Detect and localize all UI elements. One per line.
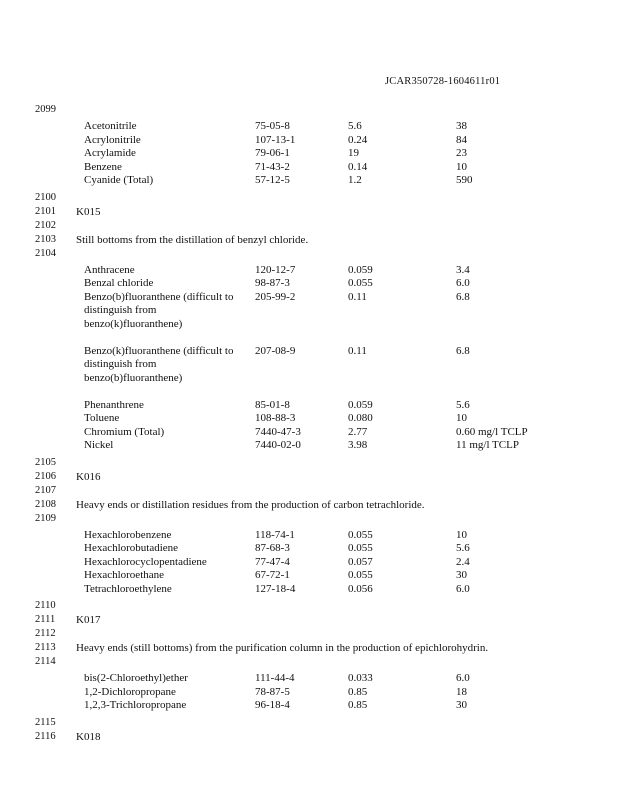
- cas-number: 96-18-4: [255, 699, 290, 711]
- line-number: 2111: [35, 614, 56, 625]
- cas-number: 78-87-5: [255, 685, 290, 698]
- line-number: 2104: [35, 247, 56, 259]
- document-line: [0, 613, 621, 627]
- nonwastewater-standard: 84: [456, 133, 467, 146]
- line-text: Heavy ends (still bottoms) from the purification column in the production of epichlorohydrin.: [76, 642, 489, 654]
- document-line: [0, 730, 621, 744]
- constituent-name: bis(2-Chloroethyl)ether: [84, 672, 188, 684]
- constituent-table: [0, 669, 621, 716]
- table-row: [0, 264, 621, 278]
- line-number: 2110: [35, 600, 56, 611]
- table-row: [0, 439, 621, 453]
- nonwastewater-standard: 30: [456, 699, 467, 711]
- table-row: [0, 399, 621, 413]
- nonwastewater-standard: 5.6: [456, 542, 470, 554]
- constituent-name: 1,2-Dichloropropane: [84, 685, 176, 698]
- document-body: [0, 103, 621, 744]
- nonwastewater-standard: 3.4: [456, 263, 470, 276]
- nonwastewater-standard: 10: [456, 412, 467, 424]
- line-number: 2100: [35, 191, 56, 203]
- document-line: [0, 191, 621, 205]
- constituent-name: 1,2,3-Trichloropropane: [84, 699, 187, 711]
- constituent-name: Benzene: [84, 160, 122, 173]
- cas-number: 120-12-7: [255, 263, 296, 276]
- line-number: 2105: [35, 456, 56, 468]
- nonwastewater-standard: 10: [456, 528, 467, 541]
- document-line: [0, 219, 621, 233]
- nonwastewater-standard: 0.60 mg/l TCLP: [456, 425, 528, 438]
- wastewater-standard: 0.14: [348, 160, 368, 173]
- constituent-name: Chromium (Total): [84, 425, 165, 438]
- constituent-table: [0, 117, 621, 191]
- line-number: 2101: [35, 205, 56, 217]
- cas-number: 79-06-1: [255, 147, 290, 159]
- table-row: [0, 345, 621, 399]
- line-number: 2103: [35, 233, 56, 245]
- wastewater-standard: 0.080: [348, 412, 373, 424]
- document-line: [0, 233, 621, 247]
- table-row: [0, 672, 621, 686]
- table-row: [0, 542, 621, 556]
- document-line: [0, 470, 621, 484]
- wastewater-standard: 19: [348, 147, 359, 159]
- document-line: [0, 103, 621, 117]
- cas-number: 118-74-1: [255, 528, 295, 541]
- line-number: 2112: [35, 628, 56, 639]
- line-number: 2102: [35, 219, 56, 231]
- table-row: [0, 277, 621, 291]
- table-row: [0, 147, 621, 161]
- line-number: 2116: [35, 730, 56, 742]
- cas-number: 207-08-9: [255, 344, 296, 357]
- line-number: 2107: [35, 484, 56, 496]
- wastewater-standard: 0.11: [348, 344, 367, 357]
- table-row: [0, 569, 621, 583]
- cas-number: 205-99-2: [255, 290, 296, 303]
- wastewater-standard: 0.85: [348, 685, 368, 698]
- nonwastewater-standard: 18: [456, 685, 467, 698]
- wastewater-standard: 0.85: [348, 699, 368, 711]
- constituent-name: Cyanide (Total): [84, 174, 154, 186]
- wastewater-standard: 0.057: [348, 555, 373, 568]
- wastewater-standard: 0.055: [348, 528, 373, 541]
- nonwastewater-standard: 30: [456, 569, 467, 581]
- line-number: 2114: [35, 656, 56, 667]
- table-row: [0, 426, 621, 440]
- wastewater-standard: 0.055: [348, 542, 373, 554]
- constituent-name: Tetrachloroethylene: [84, 582, 172, 595]
- table-row: [0, 699, 621, 713]
- line-number: 2099: [35, 104, 56, 115]
- constituent-name: Hexachlorobutadiene: [84, 542, 179, 554]
- line-number: 2108: [35, 498, 56, 510]
- wastewater-standard: 0.056: [348, 582, 373, 595]
- constituent-table: [0, 261, 621, 456]
- cas-number: 85-01-8: [255, 398, 290, 411]
- line-text: K015: [76, 205, 101, 218]
- constituent-name: Benzo(k)fluoranthene (difficult to distinguish from benzo(b)fluoranthene): [84, 344, 234, 384]
- cas-number: 67-72-1: [255, 569, 290, 581]
- cas-number: 7440-02-0: [255, 439, 301, 451]
- nonwastewater-standard: 5.6: [456, 398, 470, 411]
- cas-number: 108-88-3: [255, 412, 296, 424]
- table-row: [0, 412, 621, 426]
- constituent-name: Hexachlorobenzene: [84, 528, 172, 541]
- constituent-name: Phenanthrene: [84, 398, 144, 411]
- cas-number: 77-47-4: [255, 555, 290, 568]
- document-line: [0, 484, 621, 498]
- document-line: [0, 716, 621, 730]
- constituent-name: Benzo(b)fluoranthene (difficult to distinguish from benzo(k)fluoranthene): [84, 290, 234, 330]
- constituent-table: [0, 526, 621, 600]
- constituent-name: Acrylamide: [84, 147, 136, 159]
- wastewater-standard: 0.11: [348, 290, 367, 303]
- nonwastewater-standard: 590: [456, 174, 473, 186]
- table-row: [0, 529, 621, 543]
- cas-number: 127-18-4: [255, 582, 296, 595]
- nonwastewater-standard: 38: [456, 120, 467, 132]
- wastewater-standard: 0.059: [348, 263, 373, 276]
- wastewater-standard: 0.033: [348, 672, 373, 684]
- constituent-name: Anthracene: [84, 263, 135, 276]
- wastewater-standard: 1.2: [348, 174, 362, 186]
- cas-number: 7440-47-3: [255, 425, 301, 438]
- table-row: [0, 291, 621, 345]
- line-number: 2106: [35, 470, 56, 482]
- document-line: [0, 247, 621, 261]
- wastewater-standard: 2.77: [348, 425, 368, 438]
- cas-number: 98-87-3: [255, 277, 290, 289]
- cas-number: 87-68-3: [255, 542, 290, 554]
- constituent-name: Toluene: [84, 412, 120, 424]
- document-line: [0, 627, 621, 641]
- constituent-name: Nickel: [84, 439, 114, 451]
- constituent-name: Acetonitrile: [84, 120, 137, 132]
- wastewater-standard: 5.6: [348, 120, 362, 132]
- line-number: 2109: [35, 512, 56, 524]
- wastewater-standard: 0.055: [348, 277, 373, 289]
- nonwastewater-standard: 6.8: [456, 344, 470, 357]
- cas-number: 111-44-4: [255, 672, 295, 684]
- nonwastewater-standard: 2.4: [456, 555, 470, 568]
- document-line: [0, 599, 621, 613]
- document-line: [0, 655, 621, 669]
- document-line: [0, 498, 621, 512]
- constituent-name: Hexachlorocyclopentadiene: [84, 555, 207, 568]
- wastewater-standard: 0.059: [348, 398, 373, 411]
- wastewater-standard: 3.98: [348, 439, 368, 451]
- document-line: [0, 456, 621, 470]
- cas-number: 57-12-5: [255, 174, 290, 186]
- table-row: [0, 134, 621, 148]
- nonwastewater-standard: 10: [456, 160, 467, 173]
- wastewater-standard: 0.24: [348, 133, 368, 146]
- wastewater-standard: 0.055: [348, 569, 373, 581]
- table-row: [0, 686, 621, 700]
- line-text: Heavy ends or distillation residues from the production of carbon tetrachloride.: [76, 498, 425, 511]
- line-text: Still bottoms from the distillation of benzyl chloride.: [76, 233, 309, 246]
- cas-number: 71-43-2: [255, 160, 290, 173]
- table-row: [0, 174, 621, 188]
- line-number: 2115: [35, 716, 56, 728]
- table-row: [0, 556, 621, 570]
- line-text: K016: [76, 470, 101, 483]
- document-line: [0, 641, 621, 655]
- nonwastewater-standard: 6.0: [456, 672, 470, 684]
- nonwastewater-standard: 23: [456, 147, 467, 159]
- cas-number: 75-05-8: [255, 120, 290, 132]
- nonwastewater-standard: 6.0: [456, 582, 470, 595]
- nonwastewater-standard: 6.0: [456, 277, 470, 289]
- nonwastewater-standard: 11 mg/l TCLP: [456, 439, 519, 451]
- document-id-header: JCAR350728-1604611r01: [385, 76, 501, 87]
- cas-number: 107-13-1: [255, 133, 296, 146]
- table-row: [0, 120, 621, 134]
- table-row: [0, 583, 621, 597]
- constituent-name: Benzal chloride: [84, 277, 154, 289]
- document-line: [0, 512, 621, 526]
- table-row: [0, 161, 621, 175]
- constituent-name: Hexachloroethane: [84, 569, 165, 581]
- line-text: K018: [76, 730, 101, 743]
- constituent-name: Acrylonitrile: [84, 133, 141, 146]
- document-line: [0, 205, 621, 219]
- line-text: K017: [76, 614, 101, 626]
- line-number: 2113: [35, 642, 56, 653]
- nonwastewater-standard: 6.8: [456, 290, 470, 303]
